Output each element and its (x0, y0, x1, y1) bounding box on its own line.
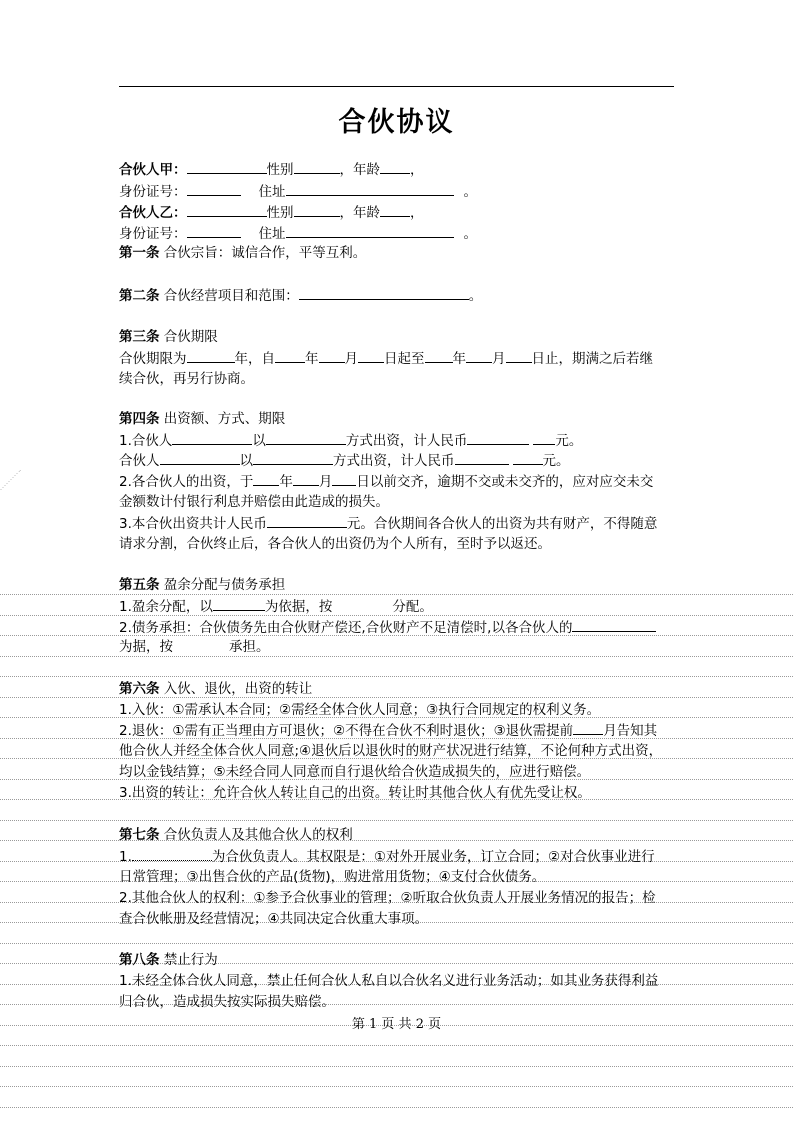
text: 为合伙负责人。其权限是：①对外开展业务，订立合同；②对合伙事业进行 (211, 849, 655, 865)
blank-field[interactable] (253, 471, 279, 486)
text: 为依据，按 (264, 599, 333, 615)
text: 分配。 (392, 599, 433, 615)
blank-field[interactable] (506, 348, 532, 363)
text: 元。 (542, 453, 570, 469)
partner-a-line (119, 159, 679, 179)
text: 方式出资，计人民币 (345, 433, 468, 449)
blank-field[interactable] (187, 223, 241, 238)
blank-field[interactable] (294, 202, 340, 217)
article-6-heading (119, 679, 679, 699)
text: 2.各合伙人的出资，于 (119, 474, 254, 490)
article-6-line-1: 1.入伙：①需承认本合同；②需经全体合伙人同意；③执行合同规定的权利义务。 (119, 702, 601, 718)
blank-field[interactable] (319, 348, 345, 363)
blank-field[interactable] (467, 430, 529, 445)
blank-field[interactable] (213, 596, 265, 611)
blank-field[interactable] (455, 450, 509, 465)
blank-field[interactable] (132, 846, 212, 861)
text: 元。合伙期间各合伙人的出资为共有财产，不得随意 (346, 516, 658, 532)
partner-b-id-line (119, 223, 679, 243)
text: 2.退伙：①需有正当理由方可退伙；②不得在合伙不利时退伙；③退伙需提前 (119, 723, 574, 739)
partner-a-id-line (119, 181, 679, 201)
article-3-line-1 (119, 348, 679, 368)
text: 为据，按 (119, 639, 173, 655)
punct: 。 (463, 184, 477, 200)
text: 月 (344, 351, 358, 367)
article-text: 合伙期限 (163, 329, 218, 345)
article-7-line-4: 查合伙帐册及经营情况；④共同决定合伙重大事项。 (119, 911, 429, 927)
text: 承担。 (229, 639, 270, 655)
blank-field[interactable] (293, 471, 319, 486)
article-text: 出资额、方式、期限 (163, 411, 286, 427)
blank-field[interactable] (380, 159, 410, 174)
article-4-line-4: 金额数计付银行利息并赔偿由此造成的损失。 (119, 494, 389, 510)
text: 以 (239, 453, 253, 469)
article-heading: 第一条 (119, 245, 160, 261)
blank-field[interactable] (573, 720, 603, 735)
article-4-line-2 (119, 450, 679, 470)
article-heading: 第三条 (119, 329, 160, 345)
article-6-line-2 (119, 720, 679, 740)
article-heading: 第五条 (119, 577, 160, 593)
id-label: 身份证号： (119, 184, 187, 200)
blank-field[interactable] (286, 181, 454, 196)
blank-field[interactable] (294, 159, 340, 174)
article-3-line-2: 续合伙，再另行协商。 (119, 371, 254, 387)
article-5-line-3 (119, 637, 679, 657)
address-label: 住址 (258, 184, 286, 200)
article-5-line-2 (119, 617, 679, 637)
text: 3.本合伙出资共计人民币 (119, 516, 267, 532)
page-footer: 第 1 页 共 2 页 (351, 1017, 442, 1032)
blank-field[interactable] (286, 223, 454, 238)
gender-label: 性别 (266, 162, 294, 178)
article-8-heading (119, 950, 679, 970)
article-6-line-4: 均以金钱结算；⑤未经合同人同意而自行退伙给合伙造成损失的，应进行赔偿。 (119, 764, 591, 780)
text: 1.合伙人 (119, 433, 173, 449)
article-7-line-2: 日常管理；③出售合伙的产品(货物)，购进常用货物；④支付合伙债务。 (119, 869, 546, 885)
text: 以 (252, 433, 266, 449)
article-6-line-5: 3.出资的转让：允许合伙人转让自己的出资。转让时其他合伙人有优先受让权。 (119, 785, 591, 801)
blank-field[interactable] (572, 617, 656, 632)
punct: ， (410, 205, 424, 221)
blank-field[interactable] (513, 450, 543, 465)
article-5-line-1 (119, 596, 679, 616)
text: 1. (119, 849, 132, 865)
blank-field[interactable] (425, 348, 453, 363)
blank-field[interactable] (187, 181, 241, 196)
punct: 。 (463, 226, 477, 242)
blank-field[interactable] (358, 348, 384, 363)
address-label: 住址 (258, 226, 286, 242)
article-4-line-1 (119, 430, 679, 450)
article-heading: 第二条 (119, 288, 160, 304)
article-text: 禁止行为 (163, 952, 218, 968)
article-text: 盈余分配与债务承担 (163, 577, 286, 593)
article-7-line-1 (119, 846, 679, 866)
article-1 (119, 243, 679, 263)
text: 日以前交齐，逾期不交或未交齐的，应对应交未交 (356, 474, 654, 490)
blank-field[interactable] (267, 513, 347, 528)
gender-label: 性别 (266, 205, 294, 221)
article-7-heading (119, 825, 679, 845)
text: 年 (305, 351, 319, 367)
text: 月 (318, 474, 333, 490)
text: 年 (279, 474, 293, 490)
text: 合伙人 (119, 453, 160, 469)
text: 年，自 (234, 351, 275, 367)
partner-b-label: 合伙人乙： (119, 205, 187, 221)
document-title: 合伙协议 (338, 107, 455, 138)
id-label: 身份证号： (119, 226, 187, 242)
article-2 (119, 285, 679, 305)
article-8-line-1: 1.未经全体合伙人同意，禁止任何合伙人私自以合伙名义进行业务活动；如其业务获得利益 (119, 973, 659, 989)
blank-field[interactable] (172, 430, 252, 445)
article-5-heading (119, 575, 679, 595)
blank-field[interactable] (160, 450, 240, 465)
blank-field[interactable] (466, 348, 492, 363)
blank-field[interactable] (187, 159, 267, 174)
text: 1.盈余分配，以 (119, 599, 213, 615)
article-8-line-2: 归合伙，造成损失按实际损失赔偿。 (119, 994, 335, 1010)
header-rule (119, 86, 674, 87)
article-text: 合伙负责人及其他合伙人的权利 (163, 827, 353, 843)
blank-field[interactable] (533, 430, 555, 445)
text: 元。 (555, 433, 583, 449)
article-4-line-3 (119, 471, 679, 491)
text: 合伙期限为 (119, 351, 187, 367)
text: 月告知其 (603, 723, 658, 739)
text: 方式出资，计人民币 (333, 453, 455, 469)
article-text: 合伙宗旨：诚信合作，平等互利。 (163, 245, 367, 261)
text: 月 (492, 351, 506, 367)
article-text: 合伙经营项目和范围： (163, 288, 299, 304)
article-heading: 第七条 (119, 827, 160, 843)
text: 年 (452, 351, 466, 367)
blank-field[interactable] (253, 450, 333, 465)
partner-b-line (119, 202, 679, 222)
article-heading: 第八条 (119, 952, 160, 968)
blank-field[interactable] (187, 348, 235, 363)
article-4-line-5 (119, 513, 679, 533)
age-label: ，年龄 (339, 162, 380, 178)
text: 日起至 (384, 351, 425, 367)
blank-field[interactable] (299, 285, 469, 300)
blank-field[interactable] (266, 430, 346, 445)
article-7-line-3: 2.其他合伙人的权利：①参予合伙事业的管理；②听取合伙负责人开展业务情况的报告；检 (119, 890, 656, 906)
article-6-line-3: 他合伙人并经全体合伙人同意;④退伙后以退伙时的财产状况进行结算，不论何种方式出资， (119, 743, 663, 759)
blank-field[interactable] (187, 202, 267, 217)
punct: ， (410, 162, 424, 178)
age-label: ，年龄 (339, 205, 380, 221)
article-4-line-6: 请求分割，合伙终止后，各合伙人的出资仍为个人所有，至时予以返还。 (119, 536, 551, 552)
blank-field[interactable] (380, 202, 410, 217)
text: 2.债务承担：合伙债务先由合伙财产偿还,合伙财产不足清偿时,以各合伙人的 (119, 620, 573, 636)
article-heading: 第六条 (119, 681, 160, 697)
text: 日止，期满之后若继 (531, 351, 653, 367)
partner-a-label: 合伙人甲： (119, 162, 187, 178)
document-page (119, 0, 674, 1122)
punct: 。 (468, 288, 483, 304)
article-heading: 第四条 (119, 411, 160, 427)
article-4-heading (119, 409, 679, 429)
blank-field[interactable] (332, 471, 356, 486)
article-text: 入伙、退伙，出资的转让 (163, 681, 313, 697)
article-3-heading (119, 327, 679, 347)
blank-field[interactable] (275, 348, 305, 363)
